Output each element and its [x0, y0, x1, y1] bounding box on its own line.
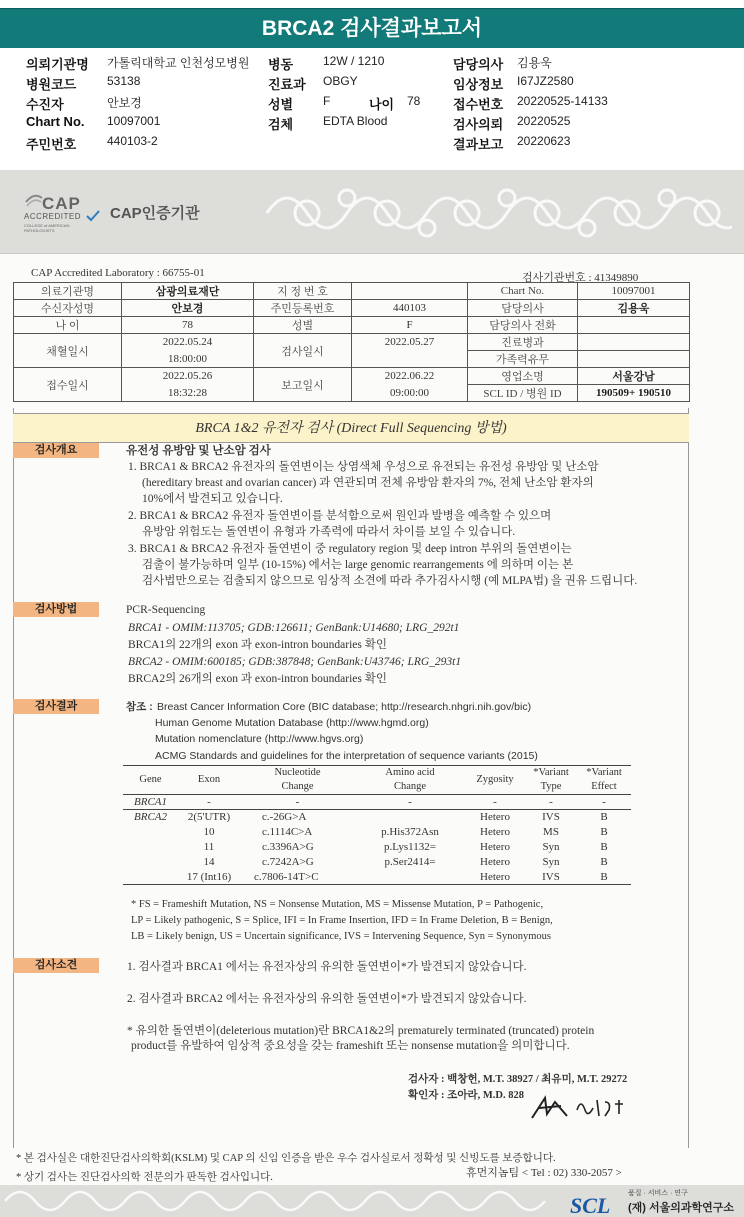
- cell: 09:00:00: [352, 385, 468, 402]
- cell: [578, 317, 690, 334]
- cell: 채혈일시: [14, 334, 122, 368]
- ref-prefix: 참조 :: [126, 701, 153, 713]
- value-rrn: 440103-2: [107, 134, 158, 148]
- decorative-cloud-pattern: [0, 1185, 560, 1217]
- cap-certified-name: CAP인증기관: [110, 205, 200, 222]
- value-institution: 가톨릭대학교 인천성모병원: [107, 56, 250, 70]
- header-row: [26, 114, 726, 134]
- col-variant-type-l2: Type: [540, 781, 562, 792]
- cell-nucleotide: c.7806-14T>C: [240, 870, 355, 885]
- overview-line: 10%에서 발견되고 있습니다.: [142, 493, 283, 505]
- method-line: BRCA1의 22개의 exon 과 exon-intron boundaries 확인: [128, 639, 387, 651]
- label-report-date: 결과보고: [453, 137, 504, 152]
- cell-zygosity: Hetero: [480, 841, 510, 853]
- cell: 안보경: [122, 300, 254, 317]
- col-nucleotide: [240, 766, 355, 795]
- header-row: [26, 54, 726, 74]
- cell: Chart No.: [468, 283, 578, 300]
- cell: 영업소명: [468, 368, 578, 385]
- cell: F: [352, 317, 468, 334]
- value-clinical-info: I67JZ2580: [517, 74, 574, 88]
- cell-zygosity: Hetero: [480, 826, 510, 838]
- label-ward: 병동: [268, 57, 294, 72]
- cell: 2022.05.27: [352, 334, 468, 351]
- table-row: [14, 317, 690, 334]
- header-row: [26, 74, 726, 94]
- cell-exon: -: [178, 795, 240, 810]
- overview-heading: 유전성 유방암 및 난소암 검사: [126, 445, 271, 457]
- cell: 18:32:28: [122, 385, 254, 402]
- method-line: BRCA1 - OMIM:113705; GDB:126611; GenBank:U14680; LRG_292t1: [128, 622, 460, 634]
- cell: 접수일시: [14, 368, 122, 402]
- report-header: [26, 54, 726, 154]
- cell-nucleotide: c.-26G>A: [262, 811, 307, 824]
- value-sex: F: [323, 94, 331, 108]
- table-row: [123, 795, 631, 810]
- cell: 보고일시: [254, 368, 352, 402]
- cell: [578, 334, 690, 351]
- cell-type: Syn: [542, 841, 560, 853]
- cell: 78: [122, 317, 254, 334]
- scanned-report: [0, 170, 744, 1217]
- cell-exon: 14: [203, 856, 215, 868]
- footer-note: * 상기 검사는 진단검사의학 전문의가 판독한 검사입니다.: [16, 1172, 273, 1183]
- cell: 담당의사: [468, 300, 578, 317]
- table-row: [14, 283, 690, 300]
- value-age: 78: [407, 94, 421, 108]
- reference-line: ACMG Standards and guidelines for the interpretation of sequence variants (2015): [155, 750, 538, 762]
- header-row: [26, 94, 726, 114]
- value-receipt-no: 20220525-14133: [517, 94, 608, 108]
- col-variant-type-l1: *Variant: [533, 767, 569, 778]
- overview-line: 2. BRCA1 & BRCA2 유전자 돌연변이를 분석함으로써 원인과 발병을 예측할 수 있으며: [128, 510, 552, 522]
- cell: 진료병과: [468, 334, 578, 351]
- signature-image: [527, 1092, 637, 1124]
- reference-line: Human Genome Mutation Database (http://www.hgmd.org): [155, 717, 429, 729]
- table-row: [123, 870, 631, 885]
- label-institution: 의뢰기관명: [26, 57, 89, 72]
- cell-zygosity: Hetero: [480, 856, 510, 868]
- test-title-text: BRCA 1&2 유전자 검사 (Direct Full Sequencing 방법): [195, 421, 507, 436]
- label-patient: 수진자: [26, 97, 64, 112]
- cell: 주민등록번호: [254, 300, 352, 317]
- header-row: [26, 134, 726, 154]
- col-gene: Gene: [123, 766, 178, 795]
- cap-accredited: ACCREDITED: [24, 212, 82, 221]
- cap-logo: [24, 192, 99, 232]
- cell: 10097001: [578, 283, 690, 300]
- overview-line: 3. BRCA1 & BRCA2 유전자 돌연변이 중 regulatory region 및 deep intron 부위의 돌연변이는: [128, 543, 572, 555]
- variant-table: [123, 765, 631, 885]
- col-amino-acid-l2: Change: [393, 781, 427, 792]
- cap-college: COLLEGE of AMERICAN PATHOLOGISTS: [24, 223, 70, 233]
- cell-zygosity: Hetero: [465, 870, 525, 885]
- cell: 서울강남: [578, 368, 690, 385]
- cell: SCL ID / 병원 ID: [468, 385, 578, 402]
- cell-amino-acid: p.Ser2414=: [384, 856, 436, 868]
- cell: 김용욱: [578, 300, 690, 317]
- value-specimen: EDTA Blood: [323, 114, 388, 128]
- value-department: OBGY: [323, 74, 358, 88]
- value-patient: 안보경: [107, 96, 142, 110]
- cell: 지 정 번 호: [254, 283, 352, 300]
- report-title: BRCA2 검사결과보고서: [0, 8, 744, 48]
- reference-line: Breast Cancer Information Core (BIC database; http://research.nhgri.nih.gov/bic): [157, 701, 532, 713]
- patient-table: [13, 282, 690, 402]
- lab-registration-no: 검사기관번호 : 41349890: [522, 272, 639, 284]
- cell: 190509+ 190510: [578, 385, 690, 402]
- cell-type: MS: [543, 826, 559, 838]
- cell: 18:00:00: [122, 351, 254, 368]
- table-row: [14, 334, 690, 351]
- cell: 수신자성명: [14, 300, 122, 317]
- label-receipt-no: 접수번호: [453, 97, 504, 112]
- test-title: [13, 413, 689, 443]
- cap-swirl-icon: [24, 192, 44, 210]
- col-exon: Exon: [178, 766, 240, 795]
- table-row: [123, 840, 631, 855]
- cell-gene: [123, 825, 178, 840]
- cell-effect: B: [600, 811, 608, 824]
- label-doctor: 담당의사: [453, 57, 504, 72]
- decorative-cloud-pattern: [262, 178, 732, 248]
- cell: 나 이: [14, 317, 122, 334]
- cell-nucleotide: c.7242A>G: [262, 856, 314, 868]
- cell-gene: BRCA2: [134, 811, 167, 824]
- cell: 2022.05.24: [122, 334, 254, 351]
- abbreviation-line: LB = Likely benign, US = Uncertain significance, IVS = Intervening Sequence, Syn = Synonymous: [131, 931, 551, 942]
- section-label-method: 검사방법: [13, 602, 99, 617]
- abbreviation-line: * FS = Frameshift Mutation, NS = Nonsense Mutation, MS = Missense Mutation, P = Pathogenic,: [131, 899, 544, 910]
- col-variant-effect-l2: Effect: [591, 781, 617, 792]
- cell-gene: BRCA1: [123, 795, 178, 810]
- label-specimen: 검체: [268, 117, 294, 132]
- cell: 검사일시: [254, 334, 352, 368]
- cell-gene: [123, 855, 178, 870]
- overview-line: 검사법만으로는 검출되지 않으므로 임상적 소견에 따라 추가검사시행 (예 MLPA법) 을 권유 드립니다.: [142, 575, 638, 587]
- col-variant-effect-l1: *Variant: [586, 767, 622, 778]
- cell: [352, 351, 468, 368]
- reference-line: Mutation nomenclature (http://www.hgvs.org): [155, 733, 364, 745]
- cell-nucleotide: -: [240, 795, 355, 810]
- section-label-overview: 검사개요: [13, 443, 99, 458]
- method-line: BRCA2 - OMIM:600185; GDB:387848; GenBank:U43746; LRG_293t1: [128, 656, 462, 668]
- cap-logo-text: CAP: [42, 194, 81, 213]
- lab-accreditation: CAP Accredited Laboratory : 66755-01: [31, 267, 205, 279]
- cell: 담당의사 전화: [468, 317, 578, 334]
- cell-gene: [123, 840, 178, 855]
- value-doctor: 김용욱: [517, 56, 552, 70]
- cell-amino-acid: [355, 870, 465, 885]
- org-name: (재) 서울의과학연구소: [628, 1202, 735, 1214]
- cell-exon: 2(5'UTR): [187, 811, 231, 824]
- section-label-opinion: 검사소견: [13, 958, 99, 973]
- svg-text:SCL: SCL: [570, 1193, 611, 1215]
- table-row: [14, 368, 690, 385]
- cell: 2022.06.22: [352, 368, 468, 385]
- table-row: [123, 810, 631, 825]
- cell: [352, 283, 468, 300]
- scl-logo-icon: [568, 1193, 620, 1215]
- cell: 삼광의료재단: [122, 283, 254, 300]
- method-line: BRCA2의 26개의 exon 과 exon-intron boundaries 확인: [128, 673, 387, 685]
- cell: 성별: [254, 317, 352, 334]
- value-report-date: 20220623: [517, 134, 571, 148]
- cell-effect: B: [600, 826, 608, 838]
- col-nucleotide-l2: Change: [281, 781, 314, 792]
- cell-amino-acid: p.His372Asn: [381, 826, 439, 838]
- opinion-line: 2. 검사결과 BRCA2 에서는 유전자상의 유의한 돌연변이*가 발견되지 않았습니다.: [127, 993, 527, 1005]
- cell-exon: 17 (Int16): [178, 870, 240, 885]
- cell-type: -: [525, 795, 577, 810]
- examiner-line: 검사자 : 백창헌, M.T. 38927 / 최유미, M.T. 29272: [408, 1074, 628, 1085]
- cell-nucleotide: c.3396A>G: [262, 841, 314, 853]
- cell-nucleotide: c.1114C>A: [262, 826, 313, 838]
- cap-banner: [0, 170, 744, 254]
- table-row: [123, 855, 631, 870]
- cell-amino-acid: [355, 810, 465, 825]
- cell-type: Syn: [542, 856, 560, 868]
- cell-amino-acid: -: [355, 795, 465, 810]
- abbreviation-line: LP = Likely pathogenic, S = Splice, IFI = In Frame Insertion, IFD = In Frame Deletion, B = Benign,: [131, 915, 553, 926]
- label-sex: 성별: [268, 97, 294, 112]
- cell: [578, 351, 690, 368]
- confirmer-line: 확인자 : 조아라, M.D. 828: [408, 1090, 524, 1101]
- cell-exon: 11: [203, 841, 215, 853]
- cell-exon: 10: [203, 826, 215, 838]
- value-hospital-code: 53138: [107, 74, 141, 88]
- section-label-result: 검사결과: [13, 699, 99, 714]
- cell: 2022.05.26: [122, 368, 254, 385]
- cell: 의료기관명: [14, 283, 122, 300]
- value-ward: 12W / 1210: [323, 54, 385, 68]
- col-nucleotide-l1: Nucleotide: [274, 767, 321, 778]
- overview-line: 유방암 위험도는 돌연변이 유형과 가족력에 따라서 차이를 보일 수 있습니다.: [142, 526, 516, 538]
- label-chart-no: Chart No.: [26, 114, 85, 129]
- col-amino-acid-l1: Amino acid: [385, 767, 435, 778]
- method-line: PCR-Sequencing: [126, 604, 206, 616]
- cell-amino-acid: p.Lys1132=: [384, 841, 436, 853]
- cell-type: IVS: [542, 811, 560, 824]
- label-hospital-code: 병원코드: [26, 77, 77, 92]
- table-header-row: [123, 766, 631, 795]
- cell: 440103: [352, 300, 468, 317]
- table-row: [14, 300, 690, 317]
- cell-effect: B: [600, 856, 608, 868]
- label-clinical-info: 임상정보: [453, 77, 504, 92]
- table-row: [123, 825, 631, 840]
- footer-note: * 본 검사실은 대한진단검사의학회(KSLM) 및 CAP 의 신임 인증을 받은 우수 검사실로서 정확성 및 신빙도를 보증합니다.: [16, 1153, 556, 1164]
- label-rrn: 주민번호: [26, 137, 77, 152]
- checkmark-icon: [86, 210, 100, 222]
- value-request-date: 20220525: [517, 114, 571, 128]
- org-tagline: 품질 · 서비스 · 연구: [628, 1190, 688, 1197]
- value-chart-no: 10097001: [107, 114, 161, 128]
- footer-contact: 휴먼지놈팀 < Tel : 02) 330-2057 >: [466, 1167, 622, 1179]
- col-variant-type: [525, 766, 577, 795]
- overview-line: 1. BRCA1 & BRCA2 유전자의 돌연변이는 상염색체 우성으로 유전되는 유전성 유방암 및 난소암: [128, 461, 599, 473]
- cell-effect: -: [577, 795, 631, 810]
- opinion-line: 1. 검사결과 BRCA1 에서는 유전자상의 유의한 돌연변이*가 발견되지 않았습니다.: [127, 961, 527, 973]
- cell: 가족력유무: [468, 351, 578, 368]
- cell-gene: [123, 870, 178, 885]
- col-amino-acid: [355, 766, 465, 795]
- bottom-banner: [0, 1185, 744, 1217]
- cell-zygosity: Hetero: [480, 811, 510, 824]
- col-variant-effect: [577, 766, 631, 795]
- cell-effect: B: [600, 841, 608, 853]
- opinion-line: product를 유발하여 임상적 중요성을 갖는 frameshift 또는 nonsense mutation을 의미합니다.: [131, 1040, 570, 1052]
- overview-line: (hereditary breast and ovarian cancer) 과 연관되며 전체 유방암 환자의 7%, 전체 난소암 환자의: [142, 477, 594, 489]
- col-zygosity: Zygosity: [465, 766, 525, 795]
- label-request-date: 검사의뢰: [453, 117, 504, 132]
- label-department: 진료과: [268, 77, 306, 92]
- label-age: 나이: [369, 97, 395, 112]
- overview-line: 검출이 불가능하며 일부 (10-15%) 에서는 large genomic rearrangements 에 의하며 이는 본: [142, 559, 574, 571]
- cell-type: IVS: [525, 870, 577, 885]
- cell-effect: B: [577, 870, 631, 885]
- cell-zygosity: -: [465, 795, 525, 810]
- opinion-line: * 유의한 돌연변이(deleterious mutation)란 BRCA1&2의 prematurely terminated (truncated) protein: [127, 1025, 595, 1037]
